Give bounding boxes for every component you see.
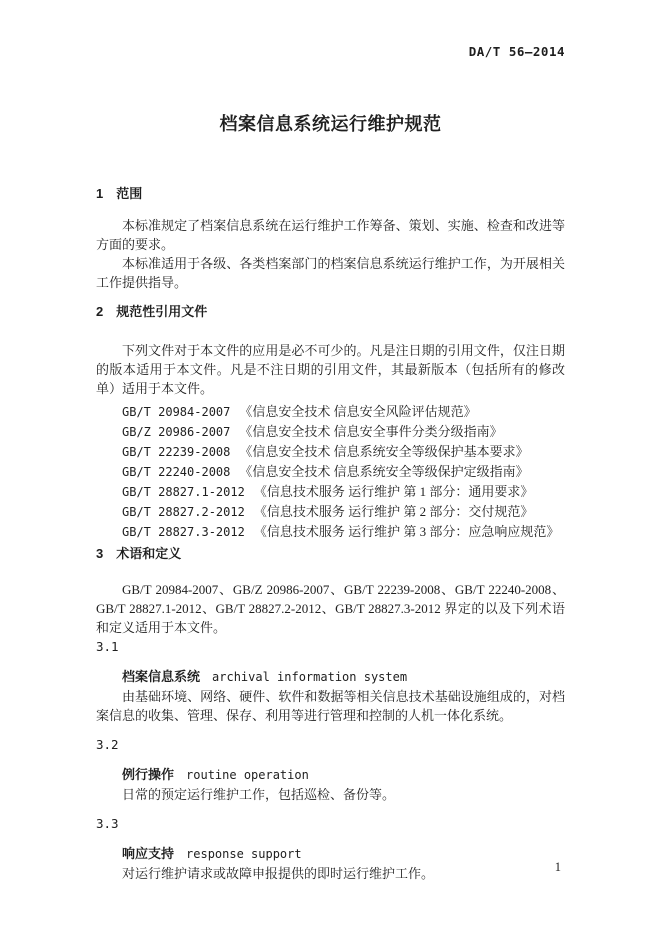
reference-code: GB/T 20984-2007 <box>122 405 231 419</box>
reference-code: GB/Z 20986-2007 <box>122 425 231 439</box>
section-1-paragraph-1: 本标准规定了档案信息系统在运行维护工作筹备、策划、实施、检查和改进等方面的要求。 <box>96 218 565 252</box>
section-3-intro: GB/T 20984-2007、GB/Z 20986-2007、GB/T 22239-2008、GB/T 22240-2008、GB/T 28827.1-2012、GB/T 28827.2-2012、GB/T 28827.3-2012 界定的以及下列术语和定义适用于本文件。 <box>96 582 565 635</box>
section-3-number: 3 <box>96 546 104 561</box>
reference-title: 《信息技术服务 运行维护 第 3 部分：应急响应规范》 <box>253 524 560 539</box>
term-definition: 由基础环境、网络、硬件、软件和数据等相关信息技术基础设施组成的，对档案信息的收集、管理、保存、利用等进行管理和控制的人机一体化系统。 <box>96 689 565 723</box>
term-definition: 对运行维护请求或故障申报提供的即时运行维护工作。 <box>122 866 435 881</box>
term-title-line <box>96 667 565 687</box>
term-number: 3.3 <box>96 816 119 831</box>
document-title: 档案信息系统运行维护规范 <box>219 114 442 134</box>
reference-title: 《信息安全技术 信息系统安全等级保护基本要求》 <box>239 444 529 459</box>
reference-code: GB/T 28827.1-2012 <box>122 485 245 499</box>
section-2-title: 规范性引用文件 <box>116 304 208 319</box>
section-2-heading <box>96 304 565 320</box>
section-3-title: 术语和定义 <box>116 546 182 561</box>
reference-title: 《信息安全技术 信息安全事件分类分级指南》 <box>239 424 503 439</box>
section-2-number: 2 <box>96 304 104 319</box>
term-name-en: response support <box>186 847 302 861</box>
section-3-heading <box>96 546 565 562</box>
reference-item <box>96 422 565 442</box>
reference-title: 《信息技术服务 运行维护 第 1 部分：通用要求》 <box>253 484 534 499</box>
term-definition: 日常的预定运行维护工作，包括巡检、备份等。 <box>122 787 396 802</box>
term-number: 3.2 <box>96 737 119 752</box>
reference-item <box>96 462 565 482</box>
reference-title: 《信息安全技术 信息系统安全等级保护定级指南》 <box>239 464 529 479</box>
term-name-zh: 响应支持 <box>122 846 175 861</box>
reference-item <box>96 482 565 502</box>
page-content <box>96 44 565 936</box>
standard-code-header: DA/T 56—2014 <box>468 44 565 59</box>
section-1-heading <box>96 186 565 202</box>
term-name-en: archival information system <box>212 670 408 684</box>
reference-title: 《信息技术服务 运行维护 第 2 部分：交付规范》 <box>253 504 534 519</box>
term-name-en: routine operation <box>186 768 309 782</box>
reference-item <box>96 502 565 522</box>
reference-item <box>96 522 565 542</box>
reference-title: 《信息安全技术 信息安全风险评估规范》 <box>239 404 477 419</box>
section-2-intro: 下列文件对于本文件的应用是必不可少的。凡是注日期的引用文件，仅注日期的版本适用于本文件。凡是不注日期的引用文件，其最新版本（包括所有的修改单）适用于本文件。 <box>96 343 565 396</box>
section-1-paragraph-2: 本标准适用于各级、各类档案部门的档案信息系统运行维护工作，为开展相关工作提供指导。 <box>96 256 565 290</box>
reference-code: GB/T 22240-2008 <box>122 465 231 479</box>
reference-code: GB/T 28827.3-2012 <box>122 525 245 539</box>
section-1-number: 1 <box>96 186 104 201</box>
reference-item <box>96 442 565 462</box>
term-number: 3.1 <box>96 639 119 654</box>
reference-list <box>96 402 565 542</box>
term-name-zh: 档案信息系统 <box>122 669 201 684</box>
reference-code: GB/T 22239-2008 <box>122 445 231 459</box>
term-title-line <box>96 844 565 864</box>
section-1-title: 范围 <box>116 186 143 201</box>
term-name-zh: 例行操作 <box>122 767 175 782</box>
reference-code: GB/T 28827.2-2012 <box>122 505 245 519</box>
term-title-line <box>96 765 565 785</box>
page-number: 1 <box>554 860 561 874</box>
reference-item <box>96 402 565 422</box>
